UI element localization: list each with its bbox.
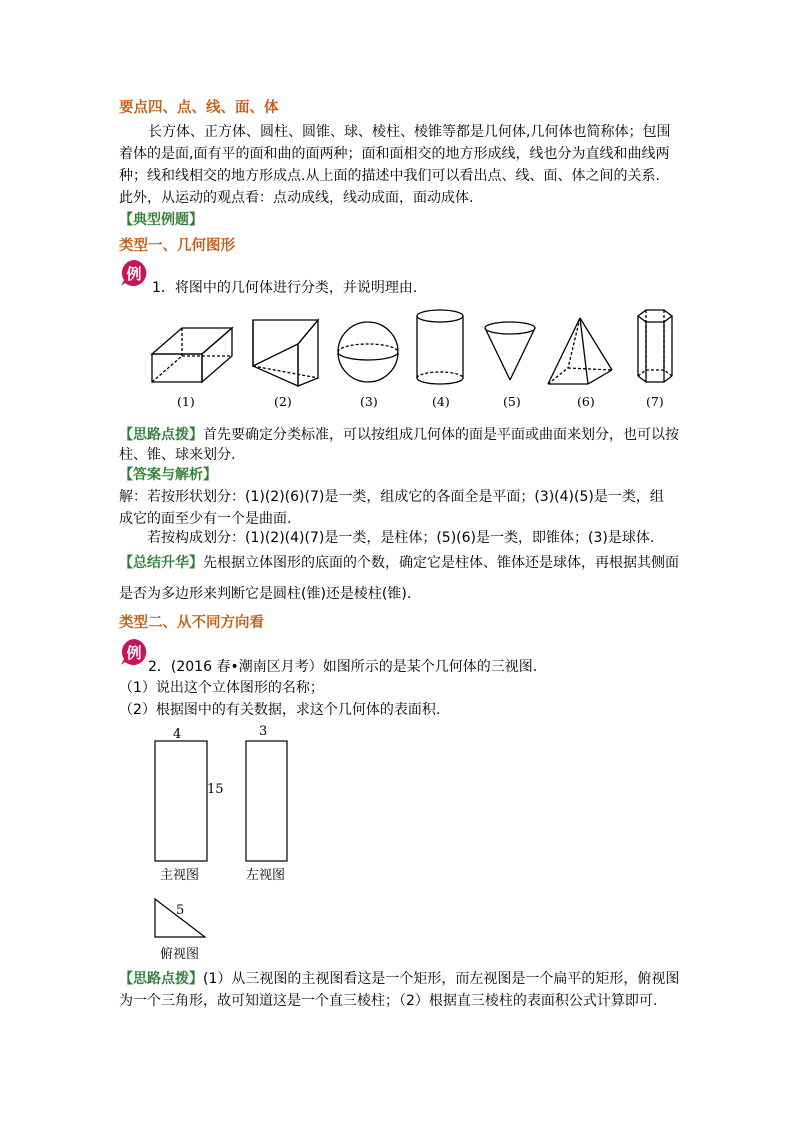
cone-shape <box>485 322 535 380</box>
section4-line-2: 着体的是面,面有平的面和曲的面两种；面和面相交的地方形成线，线也分为直线和曲线两 <box>119 146 670 162</box>
side-width-dim: 3 <box>259 724 268 739</box>
hexagonal-prism-shape <box>638 310 672 382</box>
cylinder-shape <box>417 310 463 384</box>
triangular-prism-shape <box>253 320 318 386</box>
front-width-dim: 4 <box>173 727 182 742</box>
figure-label-5: (5) <box>503 394 521 409</box>
solids-figure <box>140 308 680 390</box>
answer-line-3: 若按构成划分：(1)(2)(4)(7)是一类，是柱体；(5)(6)是一类，即锥体；(3)是球体. <box>147 530 655 546</box>
pyramid-shape <box>548 318 612 384</box>
type1-hint-line-1 <box>119 425 679 445</box>
type2-hint-line-1 <box>119 969 679 989</box>
sphere-shape <box>338 322 398 382</box>
side-view-rect <box>246 741 287 861</box>
type2-sub-1: （1）说出这个立体图形的名称； <box>119 680 324 696</box>
side-view-label: 左视图 <box>246 868 286 883</box>
hint-tag: 【思路点拨】 <box>119 427 203 443</box>
svg-text:例: 例 <box>126 644 142 662</box>
answer-line-2: 成它的面至少有一个是曲面. <box>119 511 292 527</box>
section4-line-4: 此外，从运动的观点看：点动成线，线动成面，面动成体. <box>119 190 474 206</box>
section4-line-3: 种；线和线相交的地方形成点.从上面的描述中我们可以看出点、线、面、体之间的关系. <box>119 168 660 184</box>
type1-hint-line-2: 柱、锥、球来划分. <box>119 447 236 463</box>
front-view-label: 主视图 <box>160 868 200 883</box>
example-badge-icon <box>119 637 149 667</box>
figure-label-4: (4) <box>432 394 450 409</box>
svg-text:例: 例 <box>126 265 142 283</box>
height-dim: 15 <box>207 782 224 797</box>
answer-line-1: 解：若按形状划分：(1)(2)(6)(7)是一类，组成它的各面全是平面；(3)(4)(5)是一类，组 <box>119 489 664 505</box>
type2-question: 2．(2016 春•潮南区月考）如图所示的是某个几何体的三视图. <box>148 659 538 675</box>
example-badge-icon <box>119 258 149 288</box>
top-view-label: 俯视图 <box>160 947 200 962</box>
figure-label-6: (6) <box>577 394 595 409</box>
hypotenuse-dim: 5 <box>176 903 185 918</box>
summary-line-1 <box>119 553 679 573</box>
summary-line-2: 是否为多边形来判断它是圆柱(锥)还是棱柱(锥). <box>119 586 412 602</box>
summary-tag: 【总结升华】 <box>119 555 203 571</box>
type2-hint-line-2: 为一个三角形，故可知道这是一个直三棱柱；（2）根据直三棱柱的表面积公式计算即可. <box>119 993 658 1009</box>
answer-tag: 【答案与解析】 <box>119 467 217 483</box>
section4-line-1: 长方体、正方体、圆柱、圆锥、球、棱柱、棱锥等都是几何体,几何体也简称体；包围 <box>148 124 671 140</box>
figure-label-1: (1) <box>177 394 195 409</box>
figure-label-7: (7) <box>646 394 664 409</box>
hint-text: 首先要确定分类标准，可以按组成几何体的面是平面或曲面来划分，也可以按 <box>203 427 679 443</box>
section4-heading: 要点四、点、线、面、体 <box>119 100 279 116</box>
type2-heading: 类型二、从不同方向看 <box>119 615 264 631</box>
summary-text: 先根据立体图形的底面的个数，确定它是柱体、锥体还是球体，再根据其侧面 <box>203 555 679 571</box>
three-views-figure <box>150 735 300 945</box>
type2-sub-2: （2）根据图中的有关数据，求这个几何体的表面积. <box>119 702 441 718</box>
typical-examples-heading: 【典型例题】 <box>119 212 203 228</box>
front-view-rect <box>155 741 207 861</box>
figure-label-3: (3) <box>360 394 378 409</box>
type1-heading: 类型一、几何图形 <box>119 238 235 254</box>
cuboid-shape <box>152 328 232 382</box>
hint-text: (1）从三视图的主视图看这是一个矩形，而左视图是一个扁平的矩形，俯视图 <box>203 971 680 987</box>
hint-tag: 【思路点拨】 <box>119 971 203 987</box>
figure-label-2: (2) <box>274 394 292 409</box>
type1-question: 1．将图中的几何体进行分类，并说明理由. <box>152 280 418 296</box>
